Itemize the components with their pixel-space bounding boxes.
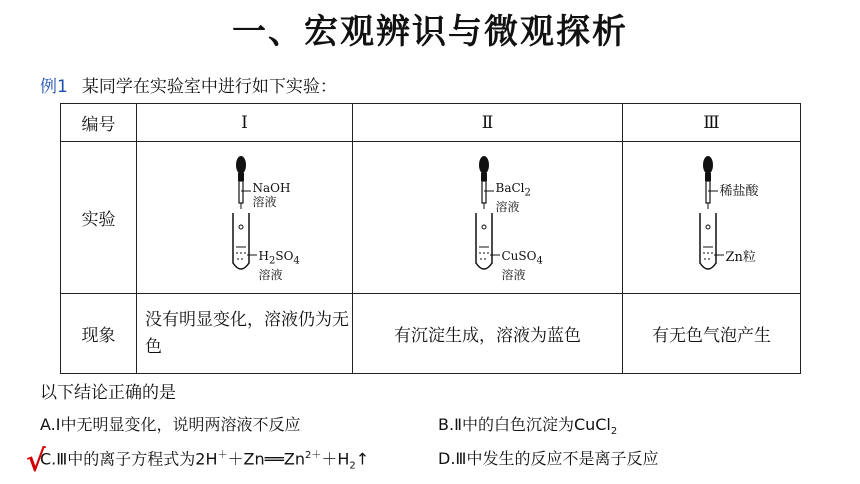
apparatus-3 xyxy=(632,143,792,293)
header-row xyxy=(61,104,801,142)
phenomenon-cell-3: 有无色气泡产生 xyxy=(623,294,801,374)
dropper-label-3: 稀盐酸 xyxy=(719,183,759,199)
phenomenon-cell-2: 有沉淀生成，溶液为蓝色 xyxy=(353,294,623,374)
dropper-tube-diagram xyxy=(632,143,792,293)
phenomenon-row xyxy=(61,294,801,374)
experiment-cell-1 xyxy=(137,142,353,294)
option-c[interactable]: C.Ⅲ中的离子方程式为$2H^++Zn══Zn^{2+}+H_2↑$ xyxy=(40,449,370,472)
dropper-label-2: BaCl$_2$ 溶液 xyxy=(495,180,531,214)
tube-label-1: $H_2SO_4$ 溶液 xyxy=(258,248,300,282)
page-title: 一、宏观辨识与微观探析 xyxy=(232,12,628,52)
tube-label-2: CuSO$_4$ 溶液 xyxy=(501,248,543,282)
column-label-2: Ⅱ xyxy=(353,104,623,142)
question-stem: 以下结论正确的是 xyxy=(40,383,176,403)
example-tag: 例1 xyxy=(40,77,68,97)
experiment-row xyxy=(61,142,801,294)
apparatus-1 xyxy=(165,143,325,293)
experiment-table xyxy=(60,103,801,374)
tube-label-3: Zn粒 xyxy=(725,249,756,265)
column-label-1: Ⅰ xyxy=(137,104,353,142)
example-line xyxy=(40,72,337,97)
option-a[interactable]: A.Ⅰ中无明显变化，说明两溶液不反应 xyxy=(40,415,301,434)
option-d[interactable]: D.Ⅲ中发生的反应不是离子反应 xyxy=(438,449,659,468)
phenomenon-cell-1: 没有明显变化，溶液仍为无色 xyxy=(137,294,353,374)
header-label-cell: 编号 xyxy=(61,104,137,142)
apparatus-2 xyxy=(408,143,568,293)
experiment-cell-3 xyxy=(623,142,801,294)
experiment-label-cell: 实验 xyxy=(61,142,137,294)
dropper-label-1: NaOH 溶液 xyxy=(252,180,291,209)
dropper-tube-diagram xyxy=(165,143,325,293)
dropper-tube-diagram xyxy=(408,143,568,293)
option-b[interactable]: B.Ⅱ中的白色沉淀为CuCl$_2$ xyxy=(438,415,618,438)
experiment-cell-2 xyxy=(353,142,623,294)
phenomenon-label-cell: 现象 xyxy=(61,294,137,374)
answer-check-mark: √ xyxy=(26,444,46,479)
example-text: 某同学在实验室中进行如下实验： xyxy=(81,77,337,97)
column-label-3: Ⅲ xyxy=(623,104,801,142)
